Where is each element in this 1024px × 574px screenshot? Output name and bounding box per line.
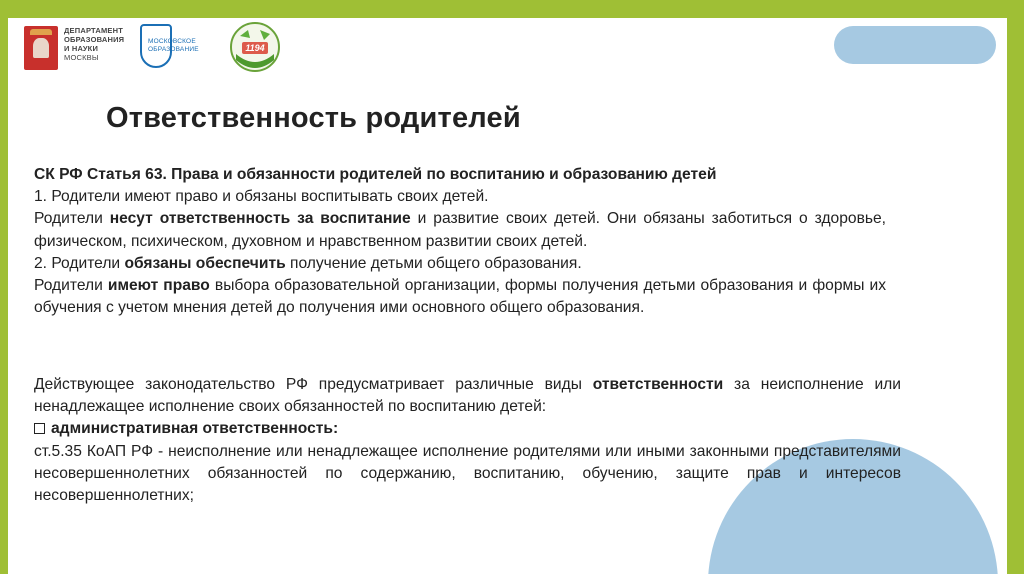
liability-text xyxy=(34,374,901,507)
article-text xyxy=(34,164,886,319)
moscow-education-logo-text: МОСКОВСКОЕ ОБРАЗОВАНИЕ xyxy=(148,38,199,53)
school-1194-logo-icon xyxy=(228,20,282,74)
slide-title: Ответственность родителей xyxy=(106,102,521,134)
slide xyxy=(8,18,1007,574)
decorative-pill xyxy=(834,26,996,64)
article-heading: СК РФ Статья 63. Права и обязанности родителей по воспитанию и образованию детей xyxy=(34,166,717,183)
paragraph-3: 2. Родители обязаны обеспечить получение детьми общего образования. xyxy=(34,254,582,272)
moscow-coat-of-arms-icon xyxy=(24,26,58,70)
checkbox-bullet-icon xyxy=(34,423,45,434)
school-number-label: 1194 xyxy=(245,43,265,53)
paragraph-4: Родители имеют право выбора образовательной организации, формы получения детьми образования и формы их обучения с учетом мнения детей до получения ими основного общего образования. xyxy=(34,277,887,317)
administrative-liability-item: административная ответственность: xyxy=(34,418,901,440)
paragraph-7: ст.5.35 КоАП РФ - неисполнение или ненадлежащее исполнение родителями или иными законными представителями несовершеннолетних обязанностей по содержанию, воспитанию, обучению, защите прав и интересов несовершеннолетних; xyxy=(34,442,901,505)
paragraph-5: Действующее законодательство РФ предусматривает различные виды ответственности за неисполнение или ненадлежащее исполнение своих обязанностей по воспитанию детей: xyxy=(34,376,901,416)
paragraph-1: 1. Родители имеют право и обязаны воспитывать своих детей. xyxy=(34,188,489,206)
department-logo-text: ДЕПАРТАМЕНТ ОБРАЗОВАНИЯ И НАУКИ МОСКВЫ xyxy=(64,26,125,62)
paragraph-2: Родители несут ответственность за воспитание и развитие своих детей. Они обязаны заботиться о здоровье, физическом, психическом, духовном и нравственном развитии своих детей. xyxy=(34,210,886,250)
